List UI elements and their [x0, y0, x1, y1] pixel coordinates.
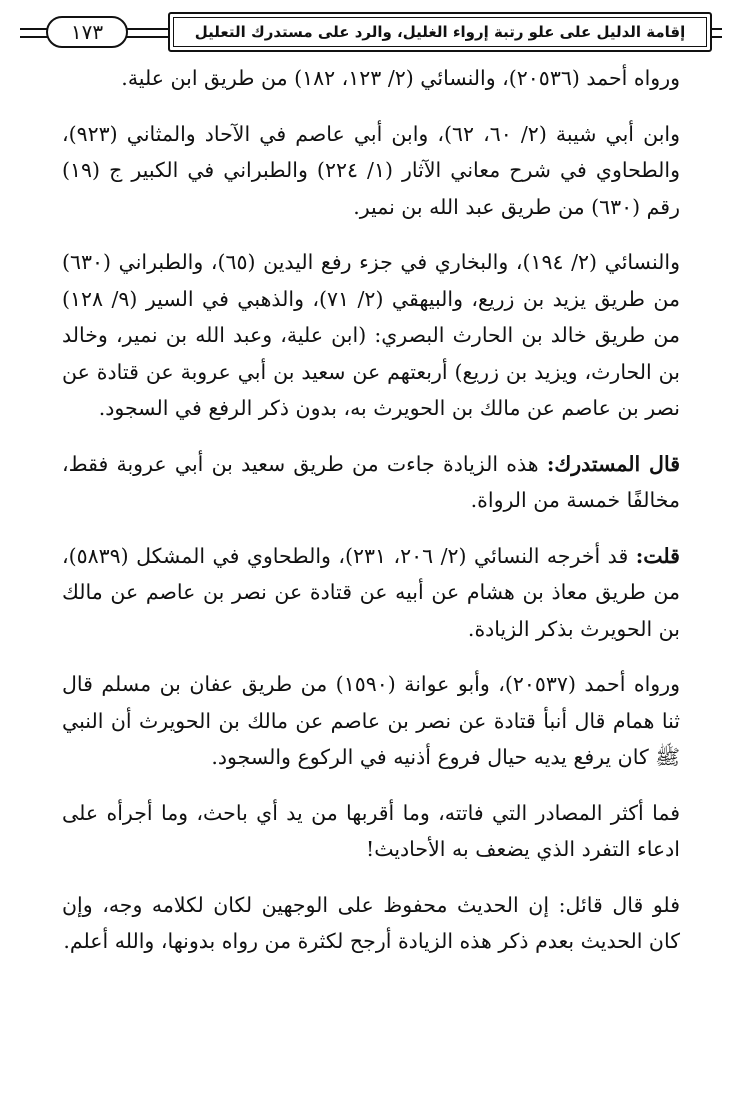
page-header [20, 12, 722, 52]
paragraph-3 [62, 244, 680, 427]
page-body [62, 60, 680, 979]
paragraph-label: قلت: [635, 543, 680, 568]
paragraph-text: ورواه أحمد (٢٠٥٣٦)، والنسائي (٢/ ١٢٣، ١٨٢) من طريق ابن علية. [121, 66, 680, 90]
paragraph-text: فلو قال قائل: إن الحديث محفوظ على الوجهين لكان لكلامه وجه، وإن كان الحديث بعدم ذكر هذه الزيادة أرجح لكثرة من رواه بدونها، والله أعلم. [62, 892, 680, 953]
running-title: إقامة الدليل على علو رتبة إرواء الغليل، والرد على مستدرك التعليل [173, 17, 707, 47]
paragraph-text: ورواه أحمد (٢٠٥٣٧)، وأبو عوانة (١٥٩٠) من طريق عفان بن مسلم قال ثنا همام قال أنبأ قتادة عن نصر بن عاصم عن مالك بن الحويرث أن النبي ﷺ كان يرفع يديه حيال فروع أذنيه في الركوع والسجود. [62, 672, 680, 769]
page-number: ١٧٣ [46, 16, 128, 48]
paragraph-8 [62, 887, 680, 960]
paragraph-text: والنسائي (٢/ ١٩٤)، والبخاري في جزء رفع اليدين (٦٥)، والطبراني (٦٣٠) من طريق يزيد بن زريع، والبيهقي (٢/ ٧١)، والذهبي في السير (٩/ ١٢٨) من طريق خالد بن الحارث البصري: (ابن علية، وعبد الله بن نمير، وخالد بن الحارث، ويزيد بن زريع) أربعتهم عن سعيد بن أبي عروبة عن قتادة عن نصر بن عاصم عن مالك بن الحويرث به، بدون ذكر الرفع في السجود. [62, 250, 680, 420]
paragraph-5 [62, 538, 680, 648]
running-title-frame [168, 12, 712, 52]
paragraph-7 [62, 795, 680, 868]
paragraph-4 [62, 446, 680, 519]
paragraph-label: قال المستدرك: [546, 451, 680, 476]
paragraph-text: هذه الزيادة جاءت من طريق سعيد بن أبي عروبة فقط، مخالفًا خمسة من الرواة. [62, 451, 680, 512]
paragraph-2 [62, 116, 680, 226]
paragraph-text: فما أكثر المصادر التي فاتته، وما أقربها من يد أي باحث، وما أجرأه على ادعاء التفرد الذي يضعف به الأحاديث! [62, 800, 680, 861]
paragraph-text: قد أخرجه النسائي (٢/ ٢٠٦، ٢٣١)، والطحاوي في المشكل (٥٨٣٩)، من طريق معاذ بن هشام عن أبيه عن قتادة عن نصر بن عاصم عن مالك بن الحويرث بذكر الزيادة. [62, 543, 680, 641]
paragraph-6 [62, 666, 680, 776]
paragraph-1 [62, 60, 680, 97]
paragraph-text: وابن أبي شيبة (٢/ ٦٠، ٦٢)، وابن أبي عاصم في الآحاد والمثاني (٩٢٣)، والطحاوي في شرح معاني الآثار (١/ ٢٢٤) والطبراني في الكبير ج (١٩) رقم (٦٣٠) من طريق عبد الله بن نمير. [62, 121, 680, 219]
